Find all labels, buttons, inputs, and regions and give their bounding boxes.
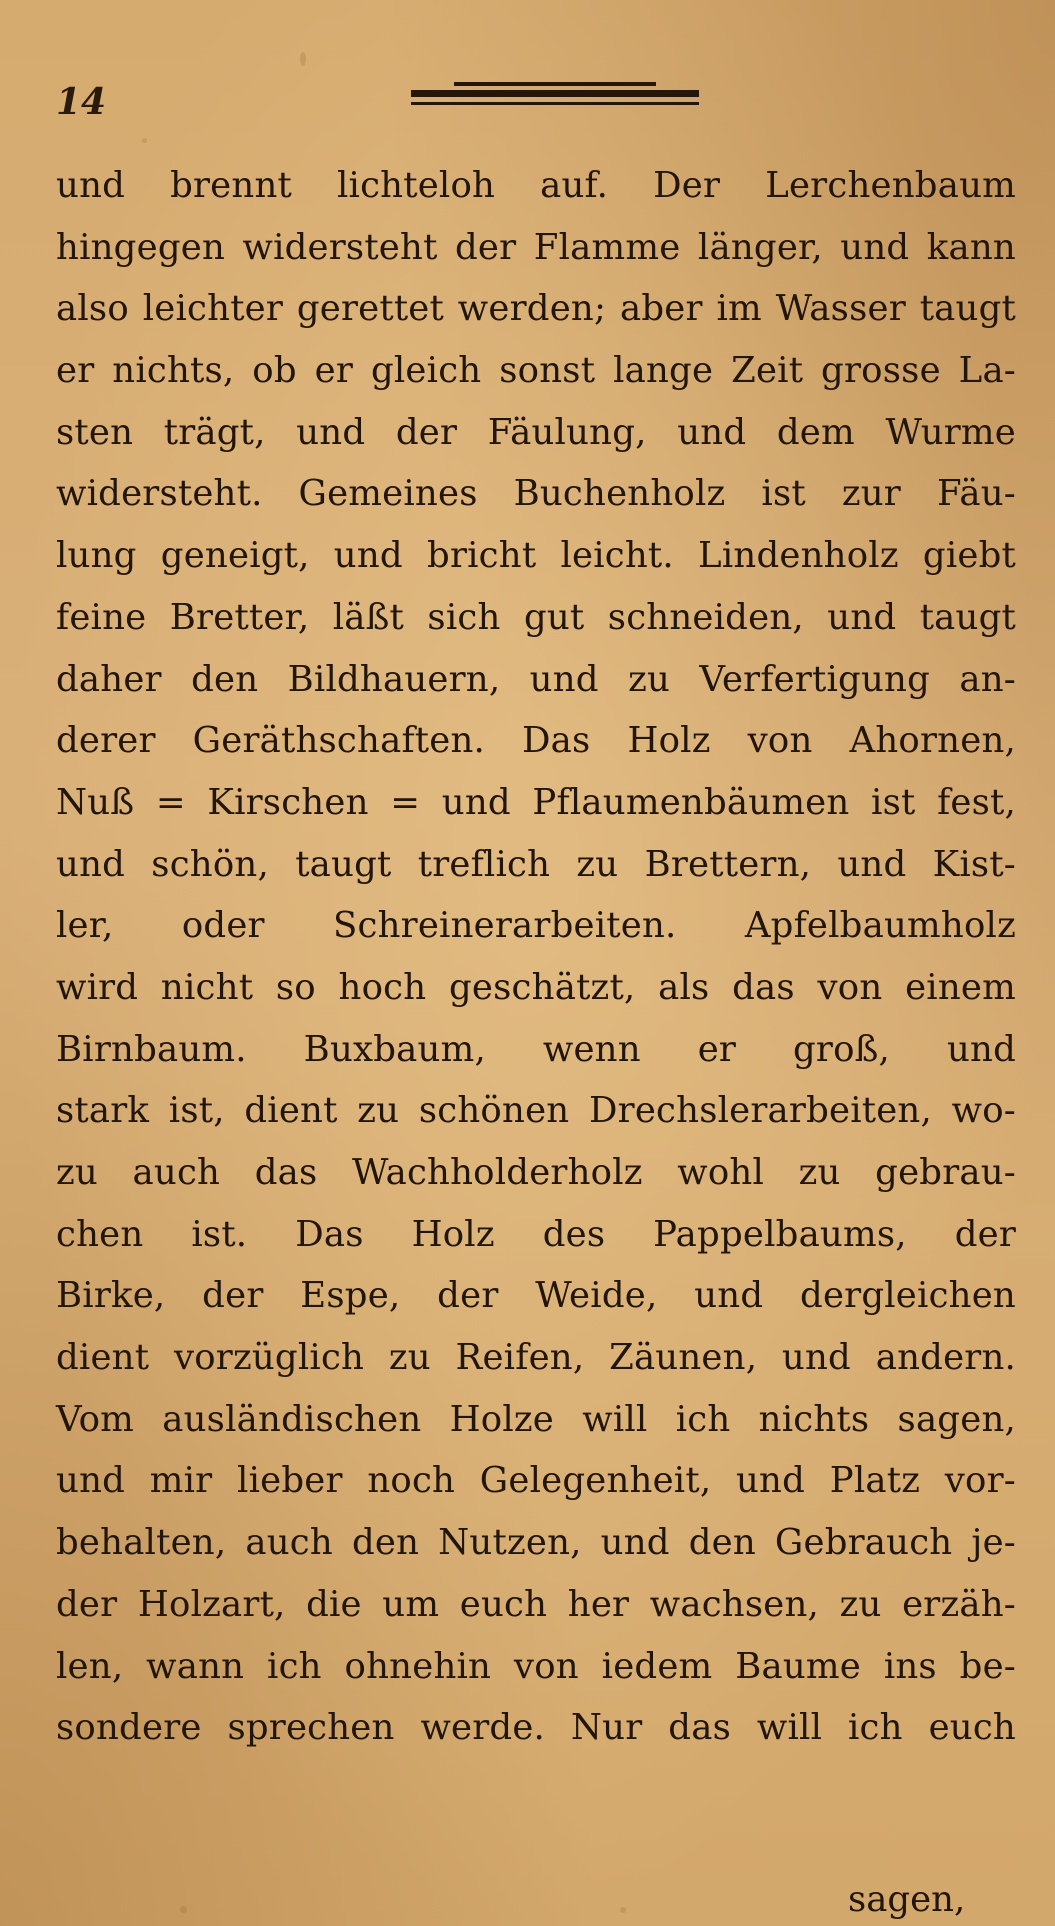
paper-speck [300, 52, 306, 66]
text-line: sondere sprechen werde. Nur das will ich euch [56, 1707, 1016, 1749]
text-line: daher den Bildhauern, und zu Verfertigung an- [56, 658, 1016, 700]
text-line: Birke, der Espe, der Weide, und dergleichen [56, 1275, 1016, 1317]
ornament-rule-bottom [411, 102, 699, 105]
text-line: und mir lieber noch Gelegenheit, und Platz vor- [56, 1460, 1016, 1502]
ornament-rule-top [454, 82, 656, 86]
text-line: ler, oder Schreinerarbeiten. Apfelbaumholz [56, 905, 1016, 947]
text-line: widersteht. Gemeines Buchenholz ist zur Fäu- [56, 473, 1016, 515]
page-header [56, 70, 656, 123]
text-line: lung geneigt, und bricht leicht. Lindenholz giebt [56, 535, 1016, 577]
text-line: behalten, auch den Nutzen, und den Gebrauch je- [56, 1522, 1016, 1564]
text-line: feine Bretter, läßt sich gut schneiden, und taugt [56, 596, 1016, 638]
text-line: sten trägt, und der Fäulung, und dem Wurme [56, 411, 1016, 453]
text-line: der Holzart, die um euch her wachsen, zu erzäh- [56, 1583, 1016, 1625]
paper-speck [620, 1907, 626, 1913]
text-line: hingegen widersteht der Flamme länger, und kann [56, 226, 1016, 268]
text-line: Vom ausländischen Holze will ich nichts sagen, [56, 1398, 1016, 1440]
text-line: Nuß = Kirschen = und Pflaumenbäumen ist fest, [56, 781, 1016, 823]
body-text [56, 155, 1016, 1759]
paper-speck [180, 1906, 187, 1913]
ornament-rule-middle [411, 90, 699, 97]
text-line: dient vorzüglich zu Reifen, Zäunen, und andern. [56, 1337, 1016, 1379]
text-line: chen ist. Das Holz des Pappelbaums, der [56, 1213, 1016, 1255]
text-line: stark ist, dient zu schönen Drechslerarbeiten, wo- [56, 1090, 1016, 1132]
text-line: und brennt lichteloh auf. Der Lerchenbaum [56, 165, 1016, 206]
text-line: wird nicht so hoch geschätzt, als das von einem [56, 966, 1016, 1008]
paper-speck [142, 138, 147, 143]
text-line: also leichter gerettet werden; aber im Wasser taugt [56, 288, 1016, 330]
header-ornament-rule [411, 82, 699, 108]
page-number: 14 [56, 81, 107, 123]
text-line: derer Geräthschaften. Das Holz von Ahornen, [56, 720, 1016, 762]
text-line: Birnbaum. Buxbaum, wenn er groß, und [56, 1028, 1016, 1070]
text-line: zu auch das Wachholderholz wohl zu gebrau- [56, 1152, 1016, 1193]
text-line: und schön, taugt treflich zu Brettern, und Kist- [56, 843, 1016, 885]
text-line: er nichts, ob er gleich sonst lange Zeit grosse La- [56, 350, 1016, 392]
text-line: len, wann ich ohnehin von iedem Baume ins be- [56, 1645, 1016, 1687]
catchword: sagen, [848, 1879, 966, 1920]
